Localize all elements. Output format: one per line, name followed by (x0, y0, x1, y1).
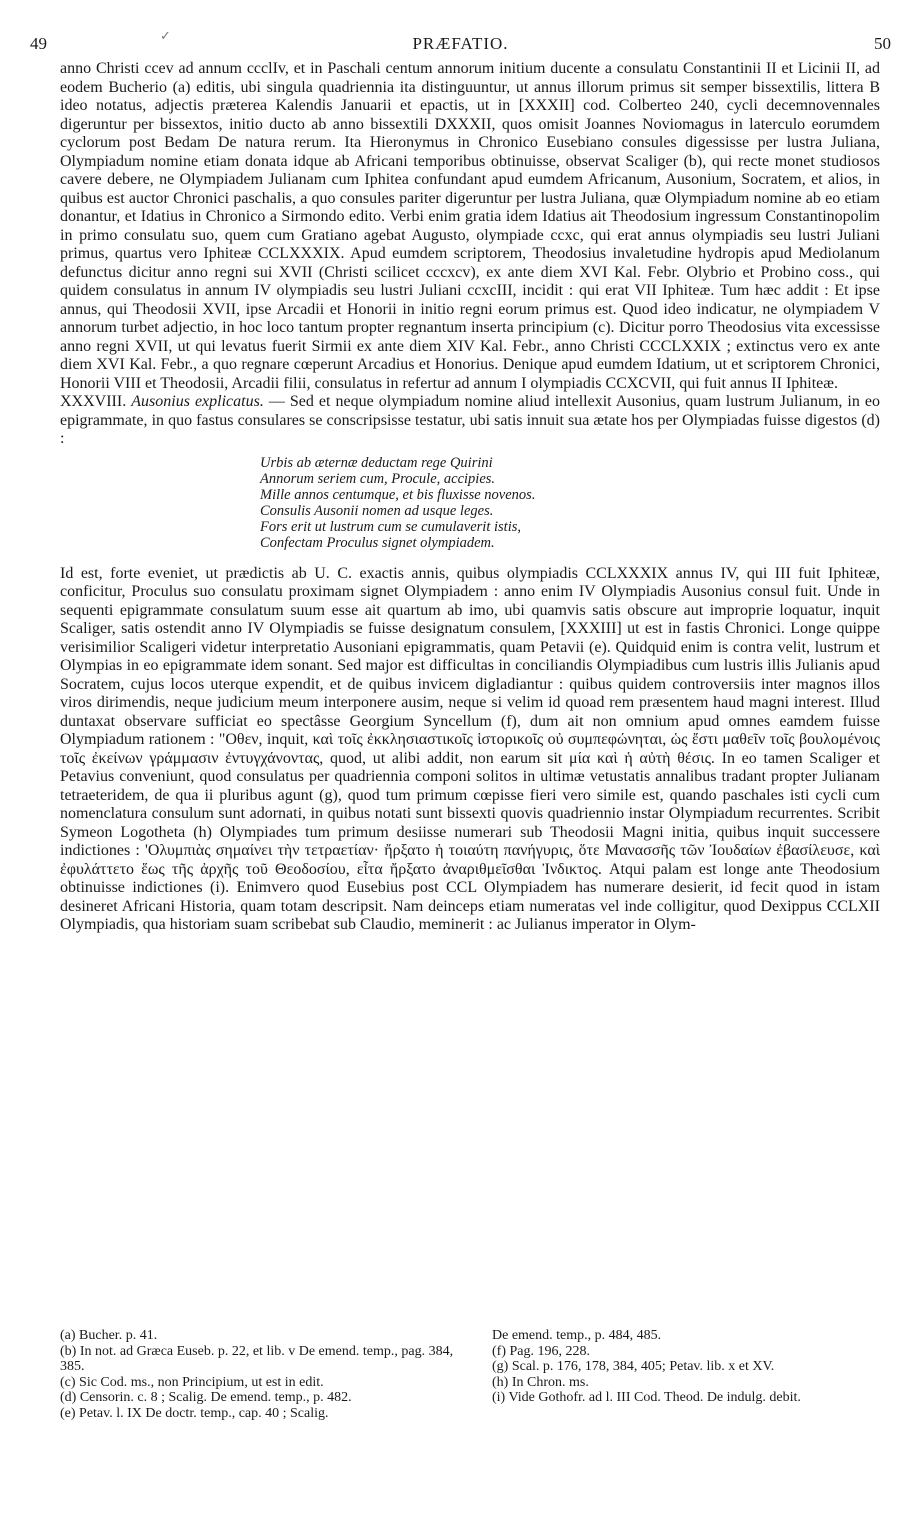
footnote: (h) In Chron. ms. (492, 1374, 589, 1390)
page-number-left: 49 (30, 34, 47, 53)
verse-line: Annorum seriem cum, Procule, accipies. (260, 470, 496, 487)
footnote: De emend. temp., p. 484, 485. (492, 1328, 662, 1343)
ink-mark: ✓ (160, 28, 171, 43)
footnote: (a) Bucher. p. 41. (60, 1328, 158, 1343)
section-heading: Ausonius explicatus. (131, 393, 264, 410)
paragraph: Id est, forte eveniet, ut prædictis ab U. C. exactis annis, quibus olympiadis CCLXXXIX annus IV, qui III fuit Iphiteæ, conficitur, Proculus suo consulatu proximam signet Olympiadem : anno enim IV Olympiadis Ausonius consul fuit. Unde in sequenti epigrammate consulatum suum esse ait quartum ab imo, ubi quamvis satis obscure aut improprie loquatur, inquit Scaliger, satis ostendit anno IV Olympiadis se fuisse designatum consulem, [XXXIII] ut est in fastis Chronici. Longe quippe verisimilior Scaligeri videtur interpretatio Ausoniani epigrammatis, quam Petavii (e). Quidquid enim is contra velit, lustrum et Olympias in eo epigrammate idem sonant. Sed major est difficultas in conciliandis Olympiadibus cum lustris illis Julianis apud Socratem, cujus locos uterque expendit, et de quibus invicem digladiantur : quibus quidem controversiis inter magnos illos viros dirimendis, neque judicium meum interponere ausim, neque si velim id quoad rem præsentem haud magni interest. Illud duntaxat observare sufficiat eo spectâsse Georgium Syncellum (f), dum ait non omnium apud omnes eamdem fuisse Olympiadum rationem : "Οθεν, inquit, καὶ τοῖς ἐκκλησιαστικοῖς ἱστορικοῖς οὐ συμπεφώνηται, ὡς ἔστι μαθεῖν τοῖς βουλομένοις τοῖς ἐκείνων γράμμασιν ἐντυγχάνοντας, quod, ut alibi addit, non earum sit μία καὶ ἡ αὐτὴ θέσις. In eo tamen Scaliger et Petavius conveniunt, quod consulatus per quadriennia componi solitos in ultimæ vetustatis annalibus tradant propter Julianam tetraeteridem, de qua ii pluribus agunt (g), quod tum primum cœpisse fieri vero simile est, quando paschales isti cycli cum nomenclatura consulum sunt adornati, in quibus notati sunt bissexti quovis quadriennio instar Olympiadum recurrentes. Scribit Symeon Logotheta (h) Olympiades tum primum desiisse numerari sub Theodosii Magni initia, quibus inquit successere indictiones : 'Ολυμπιὰς σημαίνει τὴν τετραετίαν· ἤρξατο ἡ τοιαύτη πανήγυρις, ὅτε Μανασσῆς τῶν Ἰουδαίων ἐβασίλευσε, καὶ ἐφυλάττετο ἕως τῆς ἀρχῆς τοῦ Θεοδοσίου, εἶτα ἤρξατο ἀναριθμεῖσθαι Ἰνδικτος. Atqui palam est longe ante Theodosium obtinuisse indictiones (i). Enimvero quod Eusebius post CCL Olympiadem has numerare desierit, id fecit quod in istam desineret Africani Historia, quam totam descripsit. Nam deinceps etiam numeratas vel inde colligitur, quod Dexippus CCLXII Olympiadis, qua historiam suam scribebat sub Claudio, meminerit : ac Julianus imperator in Olym- (60, 564, 880, 933)
footnote: (e) Petav. l. IX De doctr. temp., cap. 40 ; Scalig. (60, 1405, 329, 1421)
epigram (260, 455, 820, 551)
page-header (30, 28, 891, 58)
verse-line: Mille annos centumque, et bis fluxisse novenos. (260, 486, 536, 503)
section-number: XXXVIII. (60, 393, 127, 410)
verse-line: Confectam Proculus signet olympiadem. (260, 534, 495, 551)
running-title: PRÆFATIO. (412, 34, 509, 53)
footnote: (i) Vide Gothofr. ad l. III Cod. Theod. De indulg. debit. (492, 1390, 801, 1406)
verse-line: Fors erit ut lustrum cum se cumulaverit istis, (260, 518, 521, 535)
verse-line: Urbis ab æternæ deductam rege Quirini (260, 454, 493, 471)
footnote: (b) In not. ad Græca Euseb. p. 22, et lib. v De emend. temp., pag. 384, 385. (60, 1343, 454, 1375)
verse-line: Consulis Ausonii nomen ad usque leges. (260, 502, 494, 519)
footnotes-left-column (60, 1328, 460, 1422)
footnote: (c) Sic Cod. ms., non Principium, ut est in edit. (60, 1374, 324, 1390)
section-text: — Sed et neque olympiadum nomine aliud intellexit Ausonius, quam lustrum Julianum, in eo epigrammate, in quo fastus consulares se conscripsisse testatur, ubi satis innuit sua ætate hos per Olympiadas fuisse digestos (d) : (60, 393, 881, 447)
footnote: (d) Censorin. c. 8 ; Scalig. De emend. temp., p. 482. (60, 1390, 352, 1406)
footnote: (g) Scal. p. 176, 178, 384, 405; Petav. lib. x et XV. (492, 1359, 775, 1375)
body-text (60, 60, 880, 935)
footnote: (f) Pag. 196, 228. (492, 1343, 590, 1359)
paragraph: anno Christi ccev ad annum ccclIv, et in Paschali centum annorum initium ducente a consulatu Constantinii II et Licinii II, ad eodem Bucherio (a) editis, ubi singula quadriennia ita distinguuntur, ut annus illorum primus sit semper bissextilis, littera B ideo notatus, adjectis præterea Kalendis Januarii et epactis, ut in [XXXII] cod. Colberteo 240, cycli decemnovennales digeruntur per bissextos, initio ducto ab anno bissextili DXXXII, quos omisit Joannes Noviomagus in laterculo eorumdem cyclorum post Bedam De natura rerum. Ita Hieronymus in Chronico Eusebiano consules digessisse per lustra Juliana, Olympiadum nomine etiam donata idque ab Africani temporibus obtinuisse, observat Scaliger (b), qui recte monet studiosos cavere debere, ne Olympiadem Julianam cum Iphitea confundant apud eumdem Africanum, Ausonium, Socratem, et alios, in quibus est auctor Chronici paschalis, a quo consules pariter digeruntur per lustra Juliana, quæ Olympiadum nomine ab eo etiam donantur, et Idatius in Chronico a Sirmondo edito. Verbi enim gratia idem Idatius ait Theodosium ingressum Constantinopolim in primo consulatu suo, quem cum Gratiano agebat Augusto, olympiade ccxc, qui erat annus olympiadis seu lustri Juliani primus, quartus vero Iphiteæ CCLXXXIX. Apud eumdem scriptorem, Theodosius invaletudine hydropis apud Mediolanum defunctus dicitur anno regni sui XVII (Christi scilicet cccxcv), ex ante diem XVI Kal. Febr. Olybrio et Probino coss., qui quidem consulatus in annum IV olympiadis seu lustri Juliani ccxcIII, incidit : qui erat VII Iphiteæ. Tum hæc addit : Et ipse annus, qui Theodosii XVII, ipse Arcadii et Honorii in initio regni eorum primus est. Quod ideo indicatur, ne olympiadem V annorum turbet adjectio, in hoc loco tantum propter regnantum inserta principium (c). Dicitur porro Theodosius vita excessisse anno regni XVII, ut qui levatus fuerit Sirmii ex ante diem XIV Kal. Febr., anno Christi CCCLXXIX ; extinctus vero ex ante diem XVI Kal. Febr., a quo regnare cœperunt Arcadius et Honorius. Denique apud eumdem Idatium, ut et scriptorem Chronici, Honorii VIII et Theodosii, Arcadii filii, consulatus in refertur ad annum I olympiadis CCXCVII, qui fuit annus II Iphiteæ. (60, 60, 880, 392)
page-number-right: 50 (874, 34, 891, 53)
footnotes-right-column (492, 1328, 890, 1406)
paragraph-section (60, 393, 880, 449)
